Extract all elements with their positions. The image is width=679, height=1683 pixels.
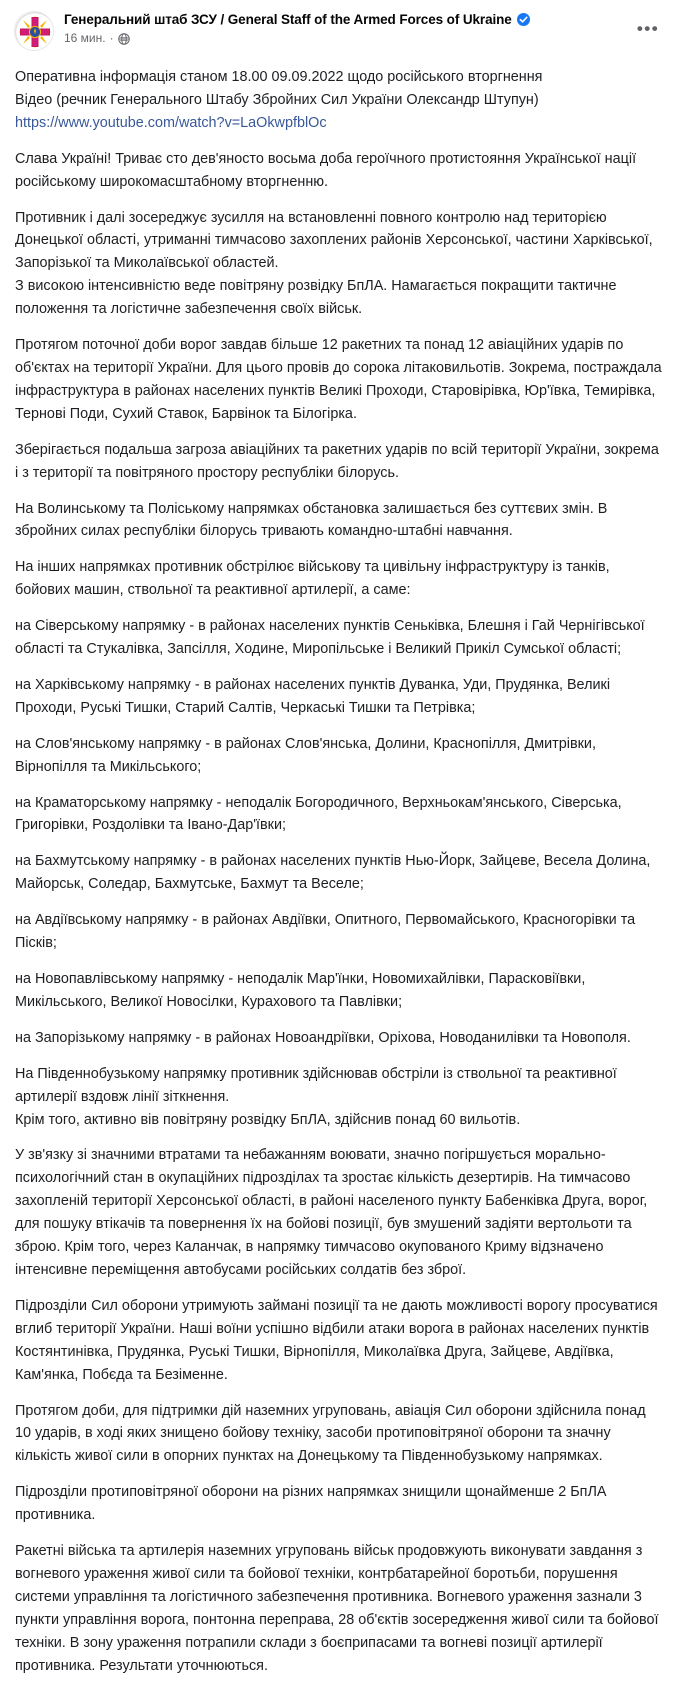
youtube-link[interactable]: https://www.youtube.com/watch?v=LaOkwpfblOc — [15, 114, 327, 131]
post-paragraph: У зв'язку зі значними втратами та небажанням воювати, значно погіршується морально-психологічний стан в окупаційних підрозділах та зростає кількість дезертирів. На тимчасово захопленій території Херсонської області, в районі населеного пункту Бабенківка Друга, ворог, для пошуку втікачів та повернення їх на бойові позиції, був змушений задіяти вертольоти та зброю. Крім того, через Каланчак, в напрямку тимчасово окупованого Криму відзначено інтенсивне переміщення автобусами російських солдатів без зброї. — [15, 1147, 648, 1278]
post-paragraph: на Слов'янському напрямку - в районах Слов'янська, Долини, Краснопілля, Дмитрівки, Вірнопілля та Микільського; — [15, 735, 596, 775]
post-paragraph: На інших напрямках противник обстрілює військову та цивільну інфраструктуру із танків, бойових машин, ствольної та реактивної артилерії, а саме: — [15, 559, 610, 599]
post-paragraph: Підрозділи Сил оборони утримують займані позиції та не дають можливості ворогу просуватися вглиб території України. Наші воїни успішно відбили атаки ворога в районах населених пунктів Костянтинівка, Прудянка, Руські Тишки, Вірнопілля, Миколаївка Друга, Зайцеве, Авдіївка, Кам'янка, Побєда та Безіменне. — [15, 1297, 658, 1383]
post-paragraph: Зберігається подальша загроза авіаційних та ракетних ударів по всій території України, зокрема і з території та повітряного простору республіки білорусь. — [15, 441, 659, 481]
author-name-row — [64, 11, 530, 28]
post-paragraph: На Волинському та Поліському напрямках обстановка залишається без суттєвих змін. В збройних силах республіки білорусь тривають командно-штабні навчання. — [15, 500, 608, 540]
post-paragraph: на Сіверському напрямку - в районах населених пунктів Сеньківка, Блешня і Гай Чернігівської області та Стукалівка, Запсілля, Ходине, Миропільське і Великий Прикіл Сумської області; — [15, 618, 645, 658]
verified-badge-icon — [517, 13, 530, 26]
post-timestamp[interactable]: 16 мин. — [64, 31, 106, 45]
post-paragraph: Ракетні війська та артилерія наземних угруповань військ продовжують виконувати завдання з вогневого ураження живої сили та бойової техніки, контрбатарейної боротьби, порушення системи управління та логістичного забезпечення противника. Вогневого ураження зазнали 3 пункти управління ворога, понтонна переправа, 28 об'єктів зосередження живої сили та бойової техніки. В зону ураження потрапили склади з боєприпасами та вогневі позиції артилерії противника. Результати уточнюються. — [15, 1543, 659, 1674]
post-line: Крім того, активно вів повітряну розвідку БпЛА, здійснив понад 60 вильотів. — [15, 1111, 521, 1128]
post-line: Оперативна інформація станом 18.00 09.09.2022 щодо російського вторгнення — [15, 69, 543, 85]
globe-icon[interactable] — [118, 33, 130, 45]
post-paragraph: Слава Україні! Триває сто дев'яносто восьма доба героїчного протистояння Української нації російському широкомасштабному вторгненню. — [15, 150, 637, 190]
page-name[interactable]: Генеральний штаб ЗСУ / General Staff of the Armed Forces of Ukraine — [64, 12, 512, 27]
post-paragraph: на Новопавлівському напрямку - неподалік Мар'їнки, Новомихайлівки, Парасковіївки, Микільського, Великої Новосілки, Курахового та Павлівки; — [15, 971, 586, 1010]
post-paragraph: на Авдіївському напрямку - в районах Авдіївки, Опитного, Первомайського, Красногорівки та Пісків; — [15, 912, 636, 952]
ukrainian-armed-forces-emblem-icon — [15, 12, 54, 51]
post-paragraph: на Харківському напрямку - в районах населених пунктів Дуванка, Уди, Прудянка, Великі Проходи, Руські Тишки, Старий Салтів, Черкаські Тишки та Петрівка; — [15, 676, 611, 716]
post-paragraph: на Краматорському напрямку - неподалік Богородичного, Верхньокам'янського, Сіверська, Григорівки, Роздолівки та Івано-Дар'ївки; — [15, 794, 622, 834]
more-options-button[interactable]: ••• — [636, 19, 660, 38]
post-paragraph — [15, 66, 664, 135]
post-paragraph: Протягом поточної доби ворог завдав більше 12 ракетних та понад 12 авіаційних ударів по об'єктах на території України. Для цього провів до сорока літаковильотів. Зокрема, постраждала інфраструктура в районах населених пунктів Великі Проходи, Старовірівка, Юр'ївка, Темирівка, Тернові Поди, Сухий Ставок, Барвінок та Білогірка. — [15, 337, 662, 422]
post-author-block — [64, 10, 530, 46]
post-line: Відео (речник Генерального Штабу Збройних Сил України Олександр Штупун) — [15, 91, 539, 108]
post-paragraph — [15, 1063, 664, 1132]
post-meta-row — [64, 31, 530, 46]
post-line: Противник і далі зосереджує зусилля на встановленні повного контролю над територією Донецької області, утриманні тимчасово захоплених районів Херсонської, частини Харківської, Запорізької та Миколаївської областей. — [15, 209, 653, 272]
post-paragraph: на Бахмутському напрямку - в районах населених пунктів Нью-Йорк, Зайцеве, Весела Долина, Майорськ, Соледар, Бахмутське, Бахмут та Веселе; — [15, 853, 651, 893]
post-paragraph: на Запорізькому напрямку - в районах Новоандріївки, Оріхова, Новоданилівки та Новополя. — [15, 1029, 631, 1046]
post-header — [14, 10, 665, 54]
meta-separator: · — [109, 31, 114, 45]
post-line: З високою інтенсивністю веде повітряну розвідку БпЛА. Намагається покращити тактичне положення та логістичне забезпечення своїх військ. — [15, 278, 617, 318]
post-paragraph: Протягом доби, для підтримки дій наземних угруповань, авіація Сил оборони здійснила понад 10 ударів, в ході яких знищено бойову техніку, засоби протиповітряної оборони та значну кількість живої сили в опорних пунктах на Донецькому та Південнобузькому напрямках. — [15, 1402, 646, 1465]
post-line: На Південнобузькому напрямку противник здійснював обстріли із ствольної та реактивної артилерії вздовж лінії зіткнення. — [15, 1065, 617, 1105]
post-paragraph — [15, 207, 664, 322]
post-paragraph: Підрозділи протиповітряної оборони на різних напрямках знищили щонайменше 2 БпЛА противника. — [15, 1484, 607, 1524]
avatar[interactable] — [14, 11, 54, 51]
